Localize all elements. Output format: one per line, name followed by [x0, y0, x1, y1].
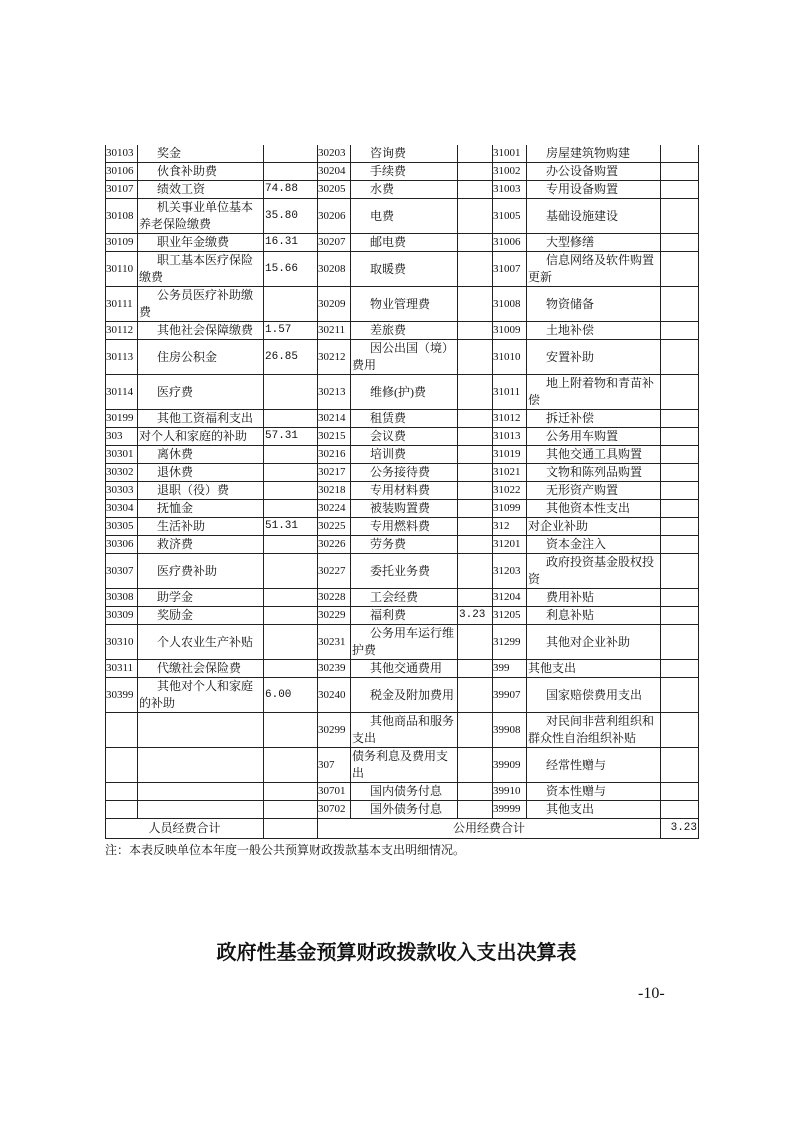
- item-name-cell: 国外债务付息: [351, 801, 458, 819]
- item-name-cell: 差旅费: [351, 322, 458, 340]
- economic-code-cell: 30110: [106, 252, 138, 287]
- item-name-cell: 电费: [351, 199, 458, 234]
- item-name-cell: 福利费: [351, 607, 458, 625]
- amount-cell: [661, 340, 699, 375]
- economic-code-cell: 399: [493, 660, 527, 678]
- item-name-cell: 其他商品和服务支出: [351, 713, 458, 748]
- economic-code-cell: 30309: [106, 607, 138, 625]
- economic-code-cell: 30204: [318, 163, 351, 181]
- amount-cell: 6.00: [264, 678, 318, 713]
- item-name-cell: 基础设施建设: [527, 199, 661, 234]
- item-name-cell: 离休费: [138, 446, 264, 464]
- amount-cell: [661, 607, 699, 625]
- amount-cell: [264, 500, 318, 518]
- economic-code-cell: 30310: [106, 625, 138, 660]
- amount-cell: 51.31: [264, 518, 318, 536]
- economic-code-cell: 31019: [493, 446, 527, 464]
- table-row: [106, 554, 699, 589]
- page-number: -10-: [638, 985, 665, 1002]
- item-name-cell: 其他对企业补助: [527, 625, 661, 660]
- item-name-cell: 公务接待费: [351, 464, 458, 482]
- table-row: [106, 607, 699, 625]
- economic-code-cell: 30214: [318, 410, 351, 428]
- amount-cell: [458, 625, 493, 660]
- economic-code-cell: 31012: [493, 410, 527, 428]
- economic-code-cell: 30306: [106, 536, 138, 554]
- item-name-cell: 绩效工资: [138, 181, 264, 199]
- table-row: [106, 340, 699, 375]
- economic-code-cell: 307: [318, 748, 351, 783]
- item-name-cell: 伙食补助费: [138, 163, 264, 181]
- item-name-cell: 其他支出: [527, 660, 661, 678]
- table-row: [106, 181, 699, 199]
- item-name-cell: 大型修缮: [527, 234, 661, 252]
- amount-cell: [458, 713, 493, 748]
- economic-code-cell: [106, 783, 138, 801]
- item-name-cell: 其他对个人和家庭的补助: [138, 678, 264, 713]
- economic-code-cell: 30228: [318, 589, 351, 607]
- economic-code-cell: 312: [493, 518, 527, 536]
- item-name-cell: 会议费: [351, 428, 458, 446]
- amount-cell: [264, 482, 318, 500]
- economic-code-cell: [106, 748, 138, 783]
- economic-code-cell: 39910: [493, 783, 527, 801]
- amount-cell: [264, 660, 318, 678]
- amount-cell: [264, 536, 318, 554]
- amount-cell: [458, 748, 493, 783]
- table-row: [106, 145, 699, 163]
- amount-cell: [264, 801, 318, 819]
- item-name-cell: 其他交通费用: [351, 660, 458, 678]
- economic-code-cell: 30199: [106, 410, 138, 428]
- amount-cell: [458, 163, 493, 181]
- economic-code-cell: 39907: [493, 678, 527, 713]
- amount-cell: [661, 410, 699, 428]
- amount-cell: [661, 464, 699, 482]
- economic-code-cell: 39908: [493, 713, 527, 748]
- amount-cell: [661, 518, 699, 536]
- item-name-cell: 医疗费: [138, 375, 264, 410]
- amount-cell: [264, 163, 318, 181]
- amount-cell: [661, 500, 699, 518]
- amount-cell: [458, 554, 493, 589]
- amount-cell: [661, 234, 699, 252]
- economic-code-cell: 30702: [318, 801, 351, 819]
- table-row: [106, 748, 699, 783]
- item-name-cell: 生活补助: [138, 518, 264, 536]
- table-row: [106, 287, 699, 322]
- amount-cell: [264, 410, 318, 428]
- amount-cell: [264, 145, 318, 163]
- table-note: 注：本表反映单位本年度一般公共预算财政拨款基本支出明细情况。: [105, 843, 466, 857]
- amount-cell: [458, 783, 493, 801]
- item-name-cell: 维修(护)费: [351, 375, 458, 410]
- item-name-cell: 职业年金缴费: [138, 234, 264, 252]
- amount-cell: [264, 287, 318, 322]
- amount-cell: [661, 554, 699, 589]
- amount-cell: [264, 446, 318, 464]
- item-name-cell: 水费: [351, 181, 458, 199]
- item-name-cell: 培训费: [351, 446, 458, 464]
- page-content: [105, 145, 698, 1004]
- economic-code-cell: 30203: [318, 145, 351, 163]
- item-name-cell: 国内债务付息: [351, 783, 458, 801]
- amount-cell: [458, 500, 493, 518]
- item-name-cell: 公务员医疗补助缴费: [138, 287, 264, 322]
- table-row: [106, 518, 699, 536]
- economic-code-cell: 30239: [318, 660, 351, 678]
- table-row: [106, 625, 699, 660]
- economic-code-cell: 31201: [493, 536, 527, 554]
- item-name-cell: 政府投资基金股权投资: [527, 554, 661, 589]
- economic-code-cell: 30225: [318, 518, 351, 536]
- public-total-label: 公用经费合计: [318, 819, 661, 839]
- economic-code-cell: 31299: [493, 625, 527, 660]
- table-row: [106, 660, 699, 678]
- amount-cell: [661, 748, 699, 783]
- amount-cell: 15.66: [264, 252, 318, 287]
- item-name-cell: 退职（役）费: [138, 482, 264, 500]
- amount-cell: [458, 482, 493, 500]
- economic-code-cell: 39909: [493, 748, 527, 783]
- item-name-cell: 房屋建筑物购建: [527, 145, 661, 163]
- amount-cell: [264, 375, 318, 410]
- amount-cell: [264, 625, 318, 660]
- economic-code-cell: 30208: [318, 252, 351, 287]
- amount-cell: [661, 660, 699, 678]
- amount-cell: [661, 678, 699, 713]
- table-row: [106, 464, 699, 482]
- item-name-cell: 助学金: [138, 589, 264, 607]
- totals-row: [106, 819, 699, 839]
- amount-cell: [264, 713, 318, 748]
- economic-code-cell: 31007: [493, 252, 527, 287]
- amount-cell: [661, 163, 699, 181]
- amount-cell: [661, 145, 699, 163]
- item-name-cell: 土地补偿: [527, 322, 661, 340]
- item-name-cell: 文物和陈列品购置: [527, 464, 661, 482]
- economic-code-cell: 39999: [493, 801, 527, 819]
- amount-cell: 3.23: [458, 607, 493, 625]
- economic-code-cell: 30108: [106, 199, 138, 234]
- economic-code-cell: 30299: [318, 713, 351, 748]
- table-row: [106, 801, 699, 819]
- item-name-cell: 无形资产购置: [527, 482, 661, 500]
- item-name-cell: 代缴社会保险费: [138, 660, 264, 678]
- item-name-cell: 劳务费: [351, 536, 458, 554]
- economic-code-cell: 30206: [318, 199, 351, 234]
- amount-cell: [458, 340, 493, 375]
- amount-cell: 26.85: [264, 340, 318, 375]
- economic-code-cell: 30215: [318, 428, 351, 446]
- item-name-cell: 委托业务费: [351, 554, 458, 589]
- economic-code-cell: 31099: [493, 500, 527, 518]
- economic-code-cell: 30213: [318, 375, 351, 410]
- amount-cell: [264, 464, 318, 482]
- item-name-cell: 信息网络及软件购置更新: [527, 252, 661, 287]
- amount-cell: [458, 322, 493, 340]
- economic-code-cell: [106, 801, 138, 819]
- amount-cell: [661, 322, 699, 340]
- table-row: [106, 163, 699, 181]
- item-name-cell: [138, 748, 264, 783]
- economic-code-cell: 30106: [106, 163, 138, 181]
- item-name-cell: 租赁费: [351, 410, 458, 428]
- item-name-cell: 债务利息及费用支出: [351, 748, 458, 783]
- economic-code-cell: 30209: [318, 287, 351, 322]
- table-row: [106, 783, 699, 801]
- economic-code-cell: 30303: [106, 482, 138, 500]
- item-name-cell: 物业管理费: [351, 287, 458, 322]
- economic-code-cell: 30216: [318, 446, 351, 464]
- economic-code-cell: 31002: [493, 163, 527, 181]
- item-name-cell: 经常性赠与: [527, 748, 661, 783]
- table-row: [106, 234, 699, 252]
- amount-cell: [264, 748, 318, 783]
- amount-cell: [661, 713, 699, 748]
- personnel-total-value: [264, 819, 318, 839]
- economic-code-cell: 30211: [318, 322, 351, 340]
- economic-code-cell: 31205: [493, 607, 527, 625]
- item-name-cell: 专用燃料费: [351, 518, 458, 536]
- economic-code-cell: 30218: [318, 482, 351, 500]
- table-row: [106, 500, 699, 518]
- item-name-cell: 国家赔偿费用支出: [527, 678, 661, 713]
- table-row: [106, 446, 699, 464]
- economic-code-cell: 30217: [318, 464, 351, 482]
- item-name-cell: 抚恤金: [138, 500, 264, 518]
- economic-code-cell: 30304: [106, 500, 138, 518]
- item-name-cell: [138, 801, 264, 819]
- item-name-cell: 个人农业生产补贴: [138, 625, 264, 660]
- amount-cell: [661, 199, 699, 234]
- item-name-cell: 地上附着物和青苗补偿: [527, 375, 661, 410]
- economic-code-cell: 30311: [106, 660, 138, 678]
- item-name-cell: 咨询费: [351, 145, 458, 163]
- amount-cell: [661, 375, 699, 410]
- economic-code-cell: 30240: [318, 678, 351, 713]
- table-row: [106, 428, 699, 446]
- amount-cell: [458, 410, 493, 428]
- economic-code-cell: 30207: [318, 234, 351, 252]
- amount-cell: [661, 801, 699, 819]
- amount-cell: [458, 252, 493, 287]
- economic-code-cell: 30114: [106, 375, 138, 410]
- expenditure-detail-table: [105, 145, 699, 839]
- economic-code-cell: 30113: [106, 340, 138, 375]
- item-name-cell: 奖金: [138, 145, 264, 163]
- item-name-cell: 专用设备购置: [527, 181, 661, 199]
- economic-code-cell: 31203: [493, 554, 527, 589]
- item-name-cell: 医疗费补助: [138, 554, 264, 589]
- next-table-title: 政府性基金预算财政拨款收入支出决算表: [216, 940, 577, 964]
- economic-code-cell: 30112: [106, 322, 138, 340]
- amount-cell: [458, 287, 493, 322]
- economic-code-cell: 30302: [106, 464, 138, 482]
- amount-cell: [458, 801, 493, 819]
- item-name-cell: 其他工资福利支出: [138, 410, 264, 428]
- amount-cell: [458, 589, 493, 607]
- amount-cell: [264, 607, 318, 625]
- item-name-cell: 资本性赠与: [527, 783, 661, 801]
- amount-cell: [661, 428, 699, 446]
- amount-cell: [264, 554, 318, 589]
- item-name-cell: 对企业补助: [527, 518, 661, 536]
- amount-cell: [458, 518, 493, 536]
- amount-cell: [458, 234, 493, 252]
- amount-cell: [458, 536, 493, 554]
- economic-code-cell: 31010: [493, 340, 527, 375]
- item-name-cell: 费用补贴: [527, 589, 661, 607]
- item-name-cell: 其他支出: [527, 801, 661, 819]
- economic-code-cell: 31001: [493, 145, 527, 163]
- item-name-cell: 职工基本医疗保险缴费: [138, 252, 264, 287]
- economic-code-cell: 30226: [318, 536, 351, 554]
- table-row: [106, 536, 699, 554]
- amount-cell: 74.88: [264, 181, 318, 199]
- amount-cell: [661, 536, 699, 554]
- item-name-cell: 资本金注入: [527, 536, 661, 554]
- item-name-cell: 对个人和家庭的补助: [138, 428, 264, 446]
- item-name-cell: [138, 783, 264, 801]
- economic-code-cell: 30107: [106, 181, 138, 199]
- item-name-cell: 救济费: [138, 536, 264, 554]
- amount-cell: [661, 446, 699, 464]
- item-name-cell: 专用材料费: [351, 482, 458, 500]
- item-name-cell: 其他社会保障缴费: [138, 322, 264, 340]
- amount-cell: [458, 660, 493, 678]
- economic-code-cell: 31009: [493, 322, 527, 340]
- item-name-cell: 拆迁补偿: [527, 410, 661, 428]
- amount-cell: [661, 783, 699, 801]
- item-name-cell: 机关事业单位基本养老保险缴费: [138, 199, 264, 234]
- item-name-cell: 安置补助: [527, 340, 661, 375]
- economic-code-cell: 30103: [106, 145, 138, 163]
- amount-cell: [458, 446, 493, 464]
- economic-code-cell: 31021: [493, 464, 527, 482]
- item-name-cell: 公务用车购置: [527, 428, 661, 446]
- economic-code-cell: 30229: [318, 607, 351, 625]
- item-name-cell: 住房公积金: [138, 340, 264, 375]
- economic-code-cell: 30231: [318, 625, 351, 660]
- item-name-cell: 其他交通工具购置: [527, 446, 661, 464]
- item-name-cell: 办公设备购置: [527, 163, 661, 181]
- economic-code-cell: 31013: [493, 428, 527, 446]
- amount-cell: [458, 678, 493, 713]
- economic-code-cell: [106, 713, 138, 748]
- economic-code-cell: 30227: [318, 554, 351, 589]
- item-name-cell: 对民间非营利组织和群众性自治组织补贴: [527, 713, 661, 748]
- item-name-cell: 工会经费: [351, 589, 458, 607]
- item-name-cell: 公务用车运行维护费: [351, 625, 458, 660]
- economic-code-cell: 31005: [493, 199, 527, 234]
- table-row: [106, 713, 699, 748]
- economic-code-cell: 30301: [106, 446, 138, 464]
- amount-cell: [458, 145, 493, 163]
- amount-cell: [661, 625, 699, 660]
- table-row: [106, 482, 699, 500]
- amount-cell: [458, 181, 493, 199]
- amount-cell: [458, 428, 493, 446]
- economic-code-cell: 30205: [318, 181, 351, 199]
- economic-code-cell: 31011: [493, 375, 527, 410]
- amount-cell: [661, 252, 699, 287]
- item-name-cell: 利息补贴: [527, 607, 661, 625]
- amount-cell: 57.31: [264, 428, 318, 446]
- item-name-cell: 因公出国（境）费用: [351, 340, 458, 375]
- amount-cell: [458, 375, 493, 410]
- economic-code-cell: 30399: [106, 678, 138, 713]
- economic-code-cell: 31003: [493, 181, 527, 199]
- amount-cell: [661, 589, 699, 607]
- item-name-cell: 被装购置费: [351, 500, 458, 518]
- amount-cell: [264, 783, 318, 801]
- economic-code-cell: 30701: [318, 783, 351, 801]
- economic-code-cell: 30212: [318, 340, 351, 375]
- economic-code-cell: 31022: [493, 482, 527, 500]
- amount-cell: [458, 199, 493, 234]
- economic-code-cell: 30109: [106, 234, 138, 252]
- economic-code-cell: 30308: [106, 589, 138, 607]
- item-name-cell: 取暖费: [351, 252, 458, 287]
- economic-code-cell: 31006: [493, 234, 527, 252]
- item-name-cell: 物资储备: [527, 287, 661, 322]
- item-name-cell: [138, 713, 264, 748]
- table-row: [106, 678, 699, 713]
- economic-code-cell: 30305: [106, 518, 138, 536]
- personnel-total-label: 人员经费合计: [106, 819, 264, 839]
- amount-cell: [458, 464, 493, 482]
- table-row: [106, 322, 699, 340]
- amount-cell: 1.57: [264, 322, 318, 340]
- amount-cell: [264, 589, 318, 607]
- amount-cell: [661, 482, 699, 500]
- economic-code-cell: 30307: [106, 554, 138, 589]
- item-name-cell: 手续费: [351, 163, 458, 181]
- public-total-value: 3.23: [661, 819, 699, 839]
- amount-cell: 16.31: [264, 234, 318, 252]
- item-name-cell: 邮电费: [351, 234, 458, 252]
- economic-code-cell: 30224: [318, 500, 351, 518]
- item-name-cell: 其他资本性支出: [527, 500, 661, 518]
- item-name-cell: 税金及附加费用: [351, 678, 458, 713]
- table-row: [106, 589, 699, 607]
- amount-cell: 35.80: [264, 199, 318, 234]
- table-row: [106, 199, 699, 234]
- economic-code-cell: 31204: [493, 589, 527, 607]
- amount-cell: [661, 181, 699, 199]
- amount-cell: [661, 287, 699, 322]
- item-name-cell: 奖励金: [138, 607, 264, 625]
- table-row: [106, 375, 699, 410]
- economic-code-cell: 31008: [493, 287, 527, 322]
- item-name-cell: 退休费: [138, 464, 264, 482]
- economic-code-cell: 30111: [106, 287, 138, 322]
- table-row: [106, 252, 699, 287]
- table-row: [106, 410, 699, 428]
- economic-code-cell: 303: [106, 428, 138, 446]
